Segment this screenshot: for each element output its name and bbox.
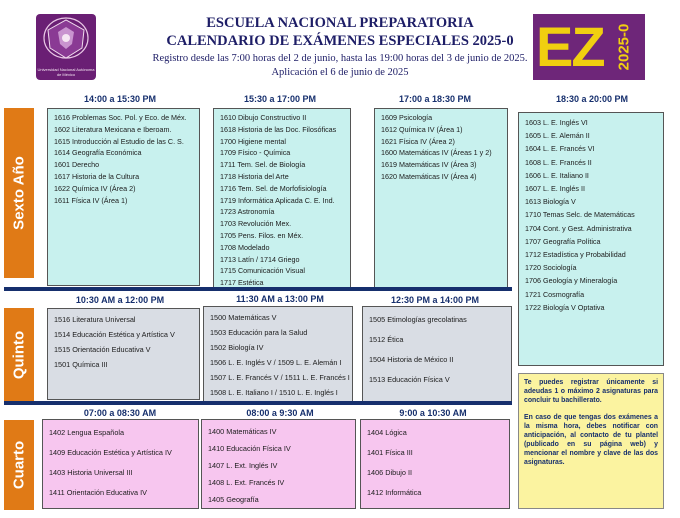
registration-text: Registro desde las 7:00 horas del 2 de junio, hasta las 19:00 horas del 3 de junio de 2025. xyxy=(152,53,528,64)
list-item: 1411 Orientación Educativa IV xyxy=(49,488,148,497)
list-item: 1603 L. E. Inglés VI xyxy=(525,118,588,127)
list-item: 1507 L. E. Francés V / 1511 L. E. Francés I xyxy=(210,373,350,382)
calendar-title: CALENDARIO DE EXÁMENES ESPECIALES 2025-0 xyxy=(166,33,514,49)
sexto-col-4 xyxy=(518,112,664,366)
sexto-label: Sexto Año xyxy=(4,108,34,278)
logo-caption: Universidad Nacional Autónoma de México xyxy=(37,67,95,77)
list-item: 1502 Biología IV xyxy=(210,343,264,352)
list-item: 1512 Ética xyxy=(369,335,404,344)
list-item: 1515 Orientación Educativa V xyxy=(54,345,151,354)
list-item: 1614 Geografía Económica xyxy=(54,148,142,158)
list-item: 1409 Educación Estética y Artística IV xyxy=(49,448,172,457)
quinto-time-2: 11:30 AM a 13:00 PM xyxy=(236,294,324,304)
list-item: 1500 Matemáticas V xyxy=(210,313,277,322)
list-item: 1412 Informática xyxy=(367,488,422,497)
list-item: 1616 Problemas Soc. Pol. y Eco. de Méx. xyxy=(54,113,187,122)
list-item: 1600 Matemáticas IV (Áreas 1 y 2) xyxy=(381,148,492,158)
quinto-col-3 xyxy=(362,306,512,402)
list-item: 1501 Química III xyxy=(54,360,108,369)
list-item: 1618 Historia de las Doc. Filosóficas xyxy=(220,124,337,134)
school-name: ESCUELA NACIONAL PREPARATORIA xyxy=(206,15,474,31)
list-item: 1721 Cosmografía xyxy=(525,289,585,299)
list-item: 1404 Lógica xyxy=(367,428,407,437)
list-item: 1619 Matemáticas IV (Área 3) xyxy=(381,160,477,170)
sexto-col-3 xyxy=(374,108,508,288)
application-text: Aplicación el 6 de junio de 2025 xyxy=(271,67,409,78)
quinto-col-2 xyxy=(203,306,353,402)
list-item: 1706 Geología y Mineralogía xyxy=(525,276,618,286)
ez-badge-text: EZ xyxy=(536,15,604,78)
list-item: 1608 L. E. Francés II xyxy=(525,157,592,167)
list-item: 1504 Historia de México II xyxy=(369,355,454,364)
list-item: 1506 L. E. Inglés V / 1509 L. E. Alemán I xyxy=(210,358,342,367)
list-item: 1704 Cont. y Gest. Administrativa xyxy=(525,223,632,233)
list-item: 1604 L. E. Francés VI xyxy=(525,144,595,154)
list-item: 1607 L. E. Inglés II xyxy=(525,184,585,194)
list-item: 1503 Educación para la Salud xyxy=(210,328,308,337)
list-item: 1406 Dibujo II xyxy=(367,468,413,477)
sexto-time-3: 17:00 a 18:30 PM xyxy=(398,94,472,104)
cuarto-time-3: 9:00 a 10:30 AM xyxy=(399,408,467,418)
list-item: 1605 L. E. Alemán II xyxy=(525,131,590,141)
ez-badge-year: 2025-0 xyxy=(615,23,633,71)
list-item: 1602 Literatura Mexicana e Iberoam. xyxy=(54,124,172,134)
list-item: 1710 Temas Selc. de Matemáticas xyxy=(525,210,635,220)
cuarto-col-1 xyxy=(42,419,199,509)
list-item: 1621 Física IV (Área 2) xyxy=(381,136,455,146)
divider xyxy=(4,401,512,405)
quinto-time-1: 10:30 AM a 12:00 PM xyxy=(75,295,165,305)
note-paragraph-1: Te puedes registrar únicamente si adeudas 1 o máximo 2 asignaturas para concluir tu bachillerato. xyxy=(524,379,658,404)
unam-logo xyxy=(36,14,96,80)
list-item: 1707 Geografía Política xyxy=(525,236,601,246)
list-item: 1719 Informática Aplicada C. E. Ind. xyxy=(220,195,335,205)
list-item: 1401 Física III xyxy=(367,448,413,457)
list-item: 1705 Pens. Filos. en Méx. xyxy=(220,230,304,240)
list-item: 1513 Educación Física V xyxy=(369,375,450,384)
list-item: 1713 Latín / 1714 Griego xyxy=(220,254,300,264)
list-item: 1708 Modelado xyxy=(220,242,270,252)
list-item: 1720 Sociología xyxy=(525,263,577,273)
list-item: 1407 L. Ext. Inglés IV xyxy=(208,461,278,470)
list-item: 1609 Psicología xyxy=(381,113,433,122)
cuarto-col-2 xyxy=(201,419,356,509)
list-item: 1717 Estética xyxy=(220,278,264,288)
list-item: 1722 Biología V Optativa xyxy=(525,302,605,312)
list-item: 1403 Historia Universal III xyxy=(49,468,133,477)
list-item: 1711 Tem. Sel. de Biología xyxy=(220,160,306,170)
sexto-col-1 xyxy=(47,108,200,286)
list-item: 1514 Educación Estética y Artística V xyxy=(54,330,175,339)
sexto-time-1: 14:00 a 15:30 PM xyxy=(83,94,157,104)
registration-note xyxy=(518,373,664,509)
divider xyxy=(4,287,512,291)
list-item: 1611 Física IV (Área 1) xyxy=(54,195,128,205)
list-item: 1516 Literatura Universal xyxy=(54,315,136,324)
sexto-time-2: 15:30 a 17:00 PM xyxy=(243,94,317,104)
list-item: 1610 Dibujo Constructivo II xyxy=(220,113,307,122)
list-item: 1716 Tem. Sel. de Morfofisiología xyxy=(220,183,327,193)
list-item: 1508 L. E. Italiano I / 1510 L. E. Inglés I xyxy=(210,388,338,397)
cuarto-time-2: 08:00 a 9:30 AM xyxy=(246,408,314,418)
list-item: 1613 Biología V xyxy=(525,197,576,207)
quinto-col-1 xyxy=(47,308,200,400)
list-item: 1400 Matemáticas IV xyxy=(208,427,277,436)
list-item: 1617 Historia de la Cultura xyxy=(54,171,140,181)
list-item: 1408 L. Ext. Francés IV xyxy=(208,478,285,487)
note-paragraph-2: En caso de que tengas dos exámenes a la misma hora, debes notificar con anticipación, al contacto de tu plantel (publicado en su página web) y mencionar el nombre y clave de las dos asignaturas. xyxy=(524,414,658,466)
list-item: 1709 Físico - Química xyxy=(220,148,291,158)
ez-badge xyxy=(533,14,645,80)
cuarto-col-3 xyxy=(360,419,510,509)
cuarto-label: Cuarto xyxy=(4,420,34,510)
list-item: 1505 Etimologías grecolatinas xyxy=(369,315,467,324)
list-item: 1615 Introducción al Estudio de las C. S. xyxy=(54,136,184,146)
sexto-col-2 xyxy=(213,108,351,290)
list-item: 1703 Revolución Mex. xyxy=(220,219,292,229)
list-item: 1410 Educación Física IV xyxy=(208,444,291,453)
list-item: 1622 Química IV (Área 2) xyxy=(54,183,136,193)
list-item: 1723 Astronomía xyxy=(220,207,275,217)
list-item: 1405 Geografía xyxy=(208,495,259,504)
unam-seal-icon xyxy=(36,14,96,70)
list-item: 1715 Comunicación Visual xyxy=(220,266,305,276)
list-item: 1402 Lengua Española xyxy=(49,428,125,437)
cuarto-time-1: 07:00 a 08:30 AM xyxy=(83,408,157,418)
list-item: 1612 Química IV (Área 1) xyxy=(381,124,463,134)
quinto-label: Quinto xyxy=(4,308,34,402)
list-item: 1718 Historia del Arte xyxy=(220,171,289,181)
list-item: 1700 Higiene mental xyxy=(220,136,286,146)
list-item: 1601 Derecho xyxy=(54,160,100,170)
list-item: 1712 Estadística y Probabilidad xyxy=(525,250,626,260)
quinto-time-3: 12:30 PM a 14:00 PM xyxy=(390,295,480,305)
sexto-time-4: 18:30 a 20:00 PM xyxy=(555,94,629,104)
list-item: 1620 Matemáticas IV (Área 4) xyxy=(381,171,477,181)
list-item: 1606 L. E. Italiano II xyxy=(525,170,589,180)
